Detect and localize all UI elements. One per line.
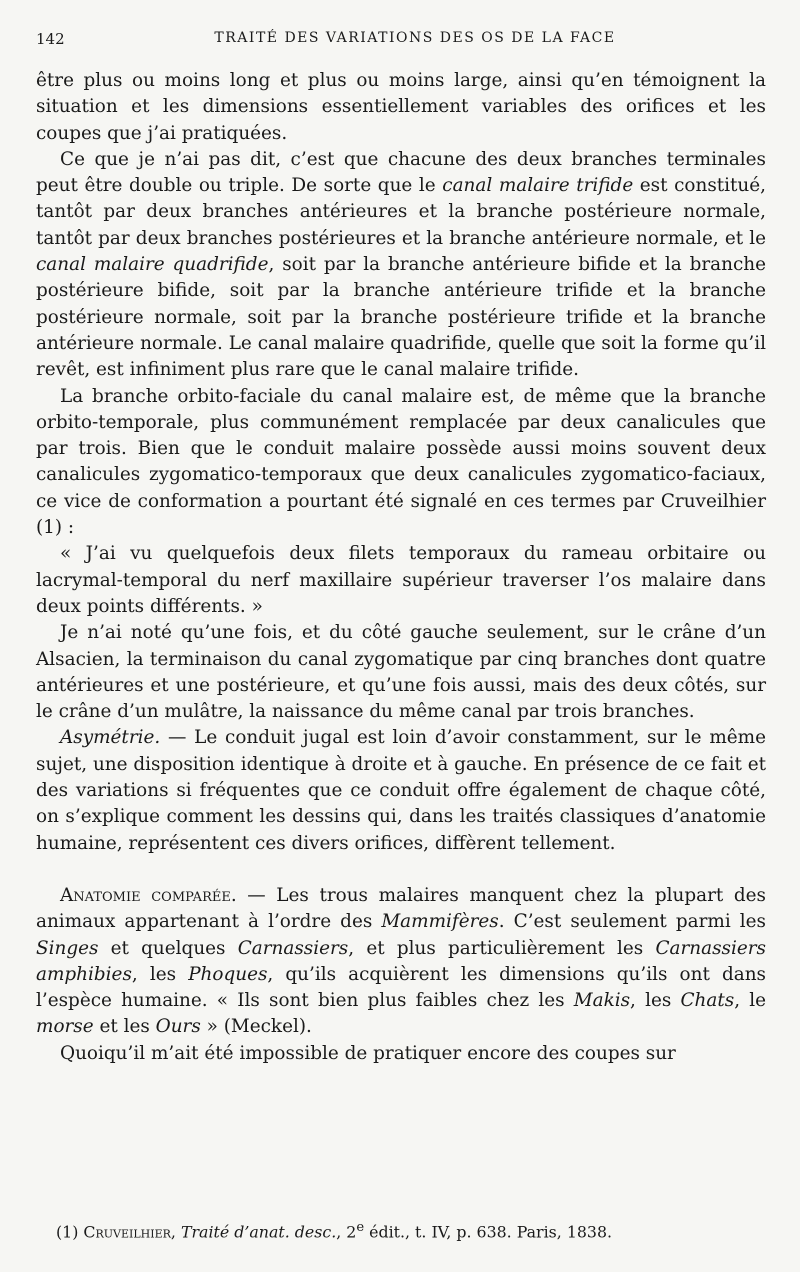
section-heading: Anatomie comparée. bbox=[60, 884, 237, 906]
footnote bbox=[56, 1218, 776, 1242]
italic-term: Mammifères bbox=[381, 911, 499, 933]
text-run: , 2 bbox=[336, 1222, 357, 1242]
text-run: — Le conduit jugal est loin d’avoir constamment, sur le même sujet, une disposition identique à droite et à gauche. En présence de ce fait et des variations si fréquentes que ce conduit offre également de chaque côté, on s’explique comment les dessins qui, dans les traités classiques d’anatomie humaine, représentent ces divers orifices, diffèrent tellement. bbox=[36, 727, 766, 854]
page-number: 142 bbox=[36, 30, 65, 48]
paragraph bbox=[36, 725, 766, 856]
section-label: Asymétrie. bbox=[60, 727, 161, 749]
italic-term: canal malaire trifide bbox=[442, 175, 634, 197]
paragraph bbox=[36, 147, 766, 384]
text-run: , et plus particulièrement les bbox=[348, 937, 656, 959]
text-run: . C’est seulement parmi les bbox=[498, 911, 766, 933]
text-run: , le bbox=[734, 990, 767, 1012]
text-run: — Les trous malaires manquent chez la plupart des animaux appartenant à l’ordre des bbox=[36, 884, 766, 933]
italic-term: Phoques bbox=[188, 963, 268, 985]
text-run: » (Meckel). bbox=[200, 1016, 312, 1038]
paragraph bbox=[36, 883, 766, 1041]
paragraph: être plus ou moins long et plus ou moins large, ainsi qu’en témoignent la situation et les dimensions essentiellement variables des orifices et les coupes que j’ai pratiquées. bbox=[36, 70, 766, 144]
italic-term: Chats bbox=[680, 990, 735, 1012]
text-run: , soit par la branche antérieure bifide et la branche postérieure bifide, soit par la branche antérieure trifide et la branche postérieure normale, soit par la branche postérieure trifide et la branche antérieure normale. Le canal malaire quadrifide, quelle que soit la forme qu’il revêt, est infiniment plus rare que le canal malaire trifide. bbox=[36, 254, 766, 381]
italic-term: morse bbox=[36, 1016, 94, 1038]
footnote-author: Cruveilhier bbox=[83, 1222, 171, 1242]
italic-term: Makis bbox=[573, 990, 631, 1012]
text-run: , bbox=[170, 1222, 181, 1242]
text-run: , les bbox=[630, 990, 681, 1012]
page-header bbox=[36, 30, 764, 54]
text-run: et les bbox=[93, 1016, 156, 1038]
section-gap bbox=[36, 857, 766, 883]
superscript: e bbox=[356, 1220, 365, 1235]
footnote-marker: (1) bbox=[56, 1222, 84, 1242]
paragraph: Je n’ai noté qu’une fois, et du côté gauche seulement, sur le crâne d’un Alsacien, la terminaison du canal zygomatique par cinq branches dont quatre antérieures et une postérieure, et qu’une fois aussi, mais des deux côtés, sur le crâne d’un mulâtre, la naissance du même canal par trois branches. bbox=[36, 622, 766, 723]
text-run: , qu’ils acquièrent les dimensions qu’ils ont dans l’espèce humaine. « Ils sont bien plus faibles chez les bbox=[36, 963, 766, 1012]
italic-term: canal malaire quadrifide bbox=[36, 254, 269, 276]
italic-term: Carnassiers amphibies bbox=[36, 937, 766, 985]
italic-term: Carnassiers bbox=[237, 937, 349, 959]
text-run: édit., t. IV, p. 638. Paris, 1838. bbox=[364, 1222, 613, 1242]
paragraph: Quoiqu’il m’ait été impossible de pratiquer encore des coupes sur bbox=[60, 1042, 676, 1064]
quotation: « J’ai vu quelquefois deux filets temporaux du rameau orbitaire ou lacrymal-temporal du nerf maxillaire supérieur traverser l’os malaire dans deux points différents. » bbox=[36, 543, 766, 617]
text-run: , les bbox=[131, 963, 189, 985]
footnote-title: Traité d’anat. desc. bbox=[180, 1222, 337, 1242]
paragraph: La branche orbito-faciale du canal malaire est, de même que la branche orbito-temporale, plus communément remplacée par deux canalicules que par trois. Bien que le conduit malaire possède aussi moins souvent deux canalicules zygomatico-temporaux que deux canalicules zygomatico-faciaux, ce vice de conformation a pourtant été signalé en ces termes par Cruveilhier (1) : bbox=[36, 385, 766, 539]
text-run: et quelques bbox=[98, 937, 238, 959]
italic-term: Singes bbox=[36, 937, 99, 959]
italic-term: Ours bbox=[155, 1016, 201, 1038]
body-text bbox=[36, 68, 766, 1067]
text-run: Ce que je n’ai pas dit, c’est que chacune des deux branches terminales peut être double ou triple. De sorte que le bbox=[36, 148, 766, 197]
text-run: est constitué, tantôt par deux branches antérieures et la branche postérieure normale, tantôt par deux branches postérieures et la branche antérieure normale, et le bbox=[36, 175, 766, 249]
running-head: TRAITÉ DES VARIATIONS DES OS DE LA FACE bbox=[214, 30, 616, 46]
